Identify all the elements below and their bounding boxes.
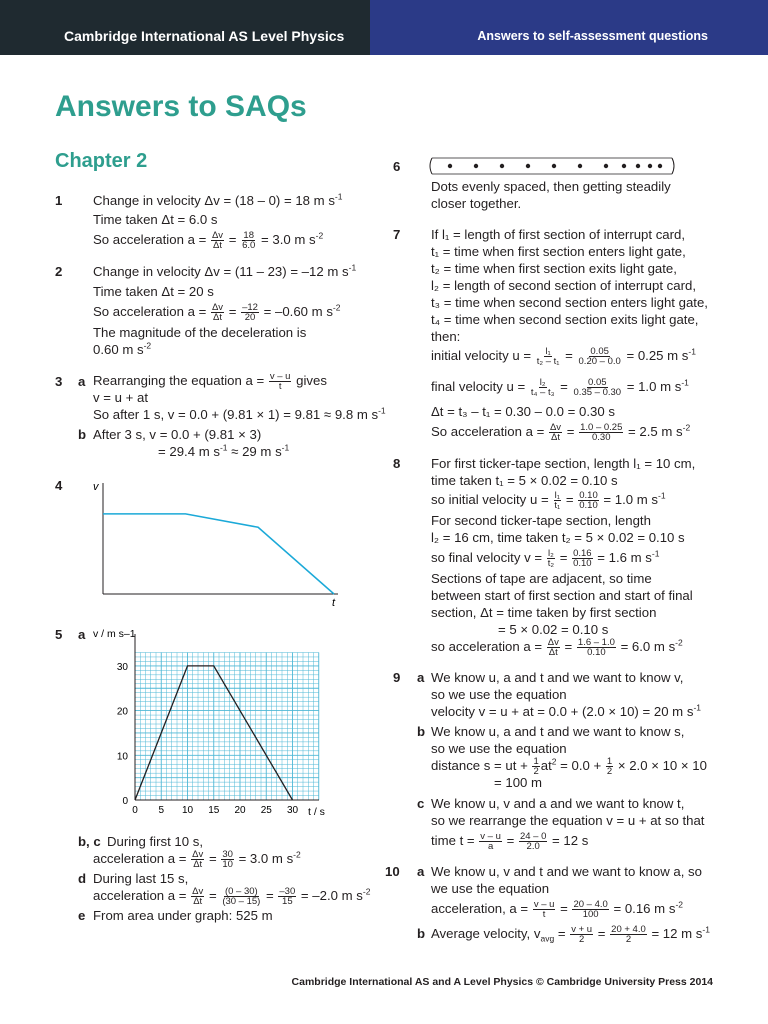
q3b-line2: = 29.4 m $s^{-1} \approx 29$ m $s^{-1}$: [158, 442, 290, 459]
tape-dot: [604, 164, 608, 168]
q7-line2: t₁ = time when first section enters light gate,: [431, 244, 686, 259]
q8-line5: l₂ = 16 cm, time taken t₂ = 5 × 0.02 = 0.10 s: [431, 530, 685, 545]
q5d-line1: During last 15 s,: [93, 871, 189, 886]
q5bc-line1: During first 10 s,: [107, 834, 204, 849]
q9a-line2: so we use the equation: [431, 687, 567, 702]
q6-line2: closer together.: [431, 196, 522, 211]
q7-line6: t₄ = time when second section exits light gate,: [431, 312, 699, 327]
q5bc-line2: acceleration a = $\frac{\Delta v}{\Delta t}$ = $\frac{30}{10}$ = 3.0 m $s^{-2}$: [93, 849, 301, 871]
q2-line5: 0.60 m $s^{-2}$: [93, 340, 152, 357]
velocity-time-sketch: [88, 478, 348, 610]
tape-dot: [636, 164, 640, 168]
question-number: 3: [55, 374, 63, 389]
x-tick-label: 15: [208, 805, 220, 816]
question-number: 7: [393, 227, 401, 242]
q9b-line4: = 100 m: [494, 775, 543, 790]
y-tick-label: 20: [116, 706, 128, 718]
question-number: 1: [55, 193, 63, 208]
tape-dot: [500, 164, 504, 168]
q9b-line2: so we use the equation: [431, 741, 567, 756]
tape-dot: [648, 164, 652, 168]
part-label: a: [78, 374, 86, 389]
axis-label-t: t: [332, 597, 336, 609]
tape-dot: [526, 164, 530, 168]
q3a-line2: v = u + at: [93, 390, 148, 405]
q9c-line2: so we rearrange the equation v = u + at so that: [431, 813, 705, 828]
tape-left-edge: [430, 158, 432, 174]
question-number: 2: [55, 264, 63, 279]
y-tick-label: 30: [116, 661, 128, 673]
q8-line11: so acceleration a = $\frac{\Delta v}{\Delta t}$ = $\frac{1.6 - 1.0}{0.10}$ = 6.0 m $s^{-2}$: [431, 637, 683, 659]
x-tick-label: 30: [286, 805, 299, 816]
graph-grid: [135, 652, 319, 800]
q10b-line1: Average velocity, $v_{avg}$ = $\frac{v + u}{2}$ = $\frac{20 + 4.0}{2}$ = 12 m $s^{-1}$: [431, 924, 710, 946]
q9a-line1: We know u, a and t and we want to know v,: [431, 670, 684, 685]
q1-line3: So acceleration a = $\frac{\Delta v}{\Delta t}$ = $\frac{18}{6.0}$ = 3.0 m $s^{-2}$: [93, 230, 324, 252]
q7-line4: l₂ = length of second section of interrupt card,: [431, 278, 696, 293]
header-book-title: Cambridge International AS Level Physics: [64, 28, 345, 44]
q10a-line1: We know u, v and t and we want to know a, so: [431, 864, 702, 879]
q2-line3: So acceleration a = $\frac{\Delta v}{\Delta t}$ = $\frac{-12}{20}$ = –0.60 m $s^{-2}$: [93, 302, 341, 324]
q9b-line1: We know u, a and t and we want to know s,: [431, 724, 685, 739]
q8-line7: Sections of tape are adjacent, so time: [431, 571, 652, 586]
q7-line7: then:: [431, 329, 461, 344]
part-label: e: [78, 908, 86, 923]
velocity-line: [103, 514, 334, 594]
x-tick-label: 20: [234, 805, 246, 816]
q1-line1: Change in velocity Δv = (18 – 0) = 18 m $s^{-1}$: [93, 191, 343, 208]
q9c-line3: time t = $\frac{v - u}{a}$ = $\frac{24 - 0}{2.0}$ = 12 s: [431, 831, 589, 853]
q10a-line3: acceleration, a = $\frac{v - u}{t}$ = $\frac{20 - 4.0}{100}$ = 0.16 m $s^{-2}$: [431, 899, 683, 921]
x-tick-label: 25: [260, 805, 272, 816]
tape-dot: [578, 164, 582, 168]
tape-dot: [622, 164, 626, 168]
q8-line4: For second ticker-tape section, length: [431, 513, 651, 528]
q9b-line3: distance s = ut + $\frac{1}{2}$ $at^2 = 0.0$ + $\frac{1}{2}$ × 2.0 × 10 × 10: [431, 756, 707, 778]
q3b-line1: After 3 s, v = 0.0 + (9.81 × 3): [93, 427, 262, 442]
q8-line9: section, Δt = time taken by first section: [431, 605, 657, 620]
q10a-line2: we use the equation: [431, 881, 550, 896]
y-tick-label: 0: [122, 796, 128, 807]
tape-dots: [448, 164, 662, 168]
page-title: Answers to SAQs: [55, 90, 307, 123]
chapter-heading: Chapter 2: [55, 150, 148, 172]
q5e-line1: From area under graph: 525 m: [93, 908, 273, 923]
ticker-tape-diagram: [428, 154, 680, 178]
q8-line8: between start of first section and start of final: [431, 588, 693, 603]
question-number: 5: [55, 627, 63, 642]
velocity-time-graph: [90, 624, 340, 822]
q1-line2: Time taken Δt = 6.0 s: [93, 212, 218, 227]
part-label: b: [417, 724, 426, 739]
q7-time-interval: Δt = t₃ – t₁ = 0.30 – 0.0 = 0.30 s: [431, 404, 615, 419]
q7-acceleration: So acceleration a = $\frac{\Delta v}{\Delta t}$ = $\frac{1.0 - 0.25}{0.30}$ = 2.5 m $s^{-2}$: [431, 422, 691, 444]
tape-dot: [448, 164, 452, 168]
q9a-line3: velocity v = u + at = 0.0 + (2.0 × 10) = 20 m $s^{-1}$: [431, 702, 701, 719]
y-tick-label: 10: [116, 751, 128, 763]
tape-dot: [658, 164, 662, 168]
q7-initial-velocity: initial velocity u = $\frac{\text{l₁}}{\text{t₂ – t₁}}$ = $\frac{0.05}{0.20 - 0.0}$ = 0.25 m $s^{-1}$: [431, 346, 696, 368]
part-label: b, c: [78, 834, 101, 849]
q7-line3: t₂ = time when first section exits light gate,: [431, 261, 677, 276]
x-tick-label: 5: [158, 805, 165, 816]
tape-dot: [474, 164, 478, 168]
part-label: b: [417, 926, 426, 941]
question-number: 10: [385, 864, 400, 879]
header-right-bar: [370, 0, 768, 55]
part-label: d: [78, 871, 87, 886]
q8-line10: = 5 × 0.02 = 0.10 s: [498, 622, 609, 637]
question-number: 4: [55, 478, 63, 493]
question-number: 9: [393, 670, 401, 685]
axis-label-v: v: [93, 481, 99, 493]
q2-line4: The magnitude of the deceleration is: [93, 325, 307, 340]
part-label: a: [78, 627, 86, 642]
part-label: b: [78, 427, 87, 442]
part-label: a: [417, 864, 425, 879]
tape-dot: [552, 164, 556, 168]
q8-line2: time taken t₁ = 5 × 0.02 = 0.10 s: [431, 473, 618, 488]
header-left-bar: [0, 0, 370, 55]
question-number: 6: [393, 159, 401, 174]
q5d-line2: acceleration a = $\frac{\Delta v}{\Delta t}$ = $\frac{(0 - 30)}{(30 - 15)}$ = $\frac{-30}{15}$ = –2.0 m $s^{-2}$: [93, 886, 371, 908]
q2-line2: Time taken Δt = 20 s: [93, 284, 214, 299]
q7-final-velocity: final velocity u = $\frac{\text{l₂}}{\text{t₄ – t₃}}$ = $\frac{0.05}{0.35 - 0.30}$ = 1.0 m $s^{-1}$: [431, 377, 689, 399]
tape-right-edge: [672, 158, 674, 174]
y-axis-label: v / m s–1: [93, 628, 136, 640]
q8-line3: so initial velocity u = $\frac{\text{l₁}}{\text{t₁}}$ = $\frac{0.10}{0.10}$ = 1.0 m $s^{-1}$: [431, 490, 666, 512]
q8-line1: For first ticker-tape section, length l₁ = 10 cm,: [431, 456, 696, 471]
q3a-line1: Rearranging the equation a = $\frac{v - u}{t}$ gives: [93, 371, 327, 393]
part-label: c: [417, 796, 425, 811]
x-tick-label: 0: [132, 805, 138, 816]
header-section-title: Answers to self-assessment questions: [477, 29, 708, 43]
x-tick-label: 10: [181, 805, 194, 816]
q7-line5: t₃ = time when second section enters light gate,: [431, 295, 708, 310]
footer-copyright: Cambridge International AS and A Level Physics © Cambridge University Press 2014: [291, 976, 713, 988]
q9c-line1: We know u, v and a and we want to know t,: [431, 796, 685, 811]
question-number: 8: [393, 456, 401, 471]
q2-line1: Change in velocity Δv = (11 – 23) = –12 m $s^{-1}$: [93, 262, 357, 279]
q8-line6: so final velocity v = $\frac{\text{l₂}}{\text{t₂}}$ = $\frac{0.16}{0.10}$ = 1.6 m $s^{-1}$: [431, 548, 660, 570]
q7-line1: If l₁ = length of first section of interrupt card,: [431, 227, 686, 242]
x-axis-label: t / s: [308, 806, 325, 818]
part-label: a: [417, 670, 425, 685]
q3a-line3: So after 1 s, v = 0.0 + (9.81 × 1) = 9.81 ≈ 9.8 m $s^{-1}$: [93, 405, 386, 422]
q6-line1: Dots evenly spaced, then getting steadily: [431, 179, 671, 194]
